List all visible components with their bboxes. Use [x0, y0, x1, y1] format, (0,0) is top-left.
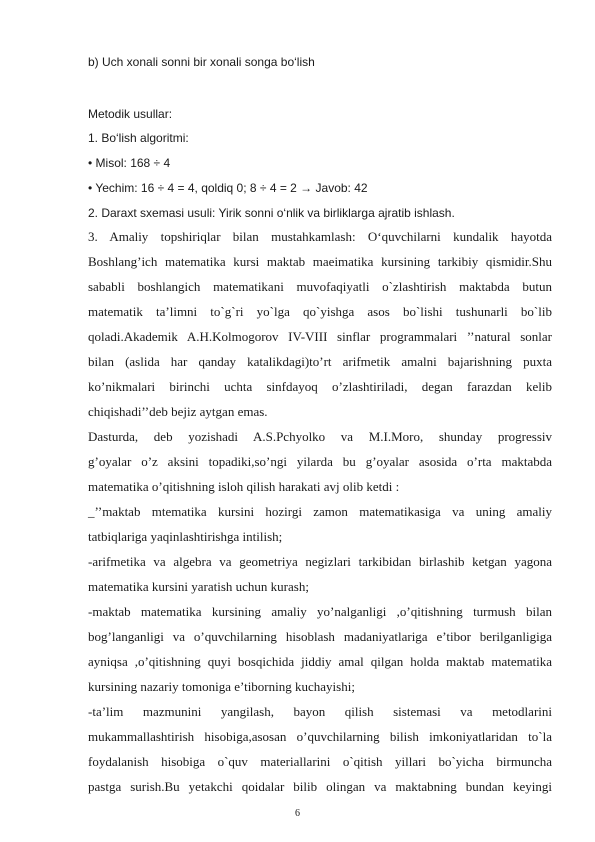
- body-line-23: pastga surish.Bu yetakchi qoidalar bilib olingan va maktabning bundan keyingi: [88, 779, 552, 794]
- body-line-11: matematika o’qitishning isloh qilish harakati avj olib ketdi :: [88, 479, 400, 494]
- body-line-13: tatbiqlariga yaqinlashtirishga intilish;: [88, 529, 283, 544]
- body-line-10: g’oyalar o’z aksini topadiki,so’ngi yilarda bu g’oyalar asosida o’rta maktabda: [88, 454, 552, 469]
- body-line-7: ko’nikmalari birinchi uchta sinfdayoq o’zlashtiriladi, degan farazdan kelib: [88, 379, 552, 394]
- body-line-15: matematika kursini yaratish uchun kurash;: [88, 579, 309, 594]
- body-line-12: _’’maktab mtematika kursini hozirgi zamon matematikasiga va uning amaliy: [88, 504, 552, 519]
- body-line-17: bog’langanligi va o’quvchilarning hisoblash madaniyatlariga e’tibor berilganligiga: [88, 629, 552, 644]
- body-line-18: ayniqsa ,o’qitishning quyi bosqichida jiddiy amal qilgan holda maktab matematika: [88, 654, 552, 669]
- body-line-19: kursining nazariy tomoniga e’tiborning kuchayishi;: [88, 679, 355, 694]
- body-line-3: sababli boshlangich matematikani muvofaqiyatli o`zlashtirish maktabda butun: [88, 279, 552, 294]
- method-item-2: 2. Daraxt sxemasi usuli: Yirik sonni o‘nlik va birliklarga ajratib ishlash.: [88, 206, 455, 220]
- body-line-21: mukammallashtirish hisobiga,asosan o’quvchilarning bilish imkoniyatlaridan to`la: [88, 729, 552, 744]
- example-line: • Misol: 168 ÷ 4: [88, 156, 171, 170]
- body-line-9: Dasturda, deb yozishadi A.S.Pchyolko va M.I.Moro, shunday progressiv: [88, 429, 552, 444]
- body-line-14: -arifmetika va algebra va geometriya negizlari tarkibidan birlashib ketgan yagona: [88, 554, 552, 569]
- page-number: 6: [295, 808, 300, 819]
- body-line-8: chiqishadi’’deb bejiz aytgan emas.: [88, 404, 268, 419]
- body-line-20: -ta’lim mazmunini yangilash, bayon qilish sistemasi va metodlarini: [88, 704, 552, 719]
- section-subtitle: b) Uch xonali sonni bir xonali songa bo‘lish: [88, 55, 315, 69]
- method-item-1: 1. Bo‘lish algoritmi:: [88, 131, 189, 145]
- body-line-22: foydalanish hisobiga o`quv materiallarini o`qitish yillari bo`yicha birmuncha: [88, 754, 552, 769]
- body-line-5: qoladi.Akademik A.H.Kolmogorov IV-VIII sinflar programmalari ’’natural sonlar: [88, 329, 552, 344]
- body-line-4: matematik ta’limni to`g`ri yo`lga qo`yishga asos bo`lishi tushunarli bo`lib: [88, 304, 552, 319]
- solution-line: • Yechim: 16 ÷ 4 = 4, qoldiq 0; 8 ÷ 4 = 2 → Javob: 42: [88, 181, 368, 195]
- body-line-2: Boshlang’ich matematika kursi maktab maeimatika kursining tarkibiy qismidir.Shu: [88, 254, 552, 269]
- methods-title: Metodik usullar:: [88, 107, 173, 121]
- body-line-1: 3. Amaliy topshiriqlar bilan mustahkamlash: O‘quvchilarni kundalik hayotda: [88, 229, 552, 244]
- body-line-6: bilan (aslida har qanday katalikdagi)to’rt arifmetik amalni bajarishning puxta: [88, 354, 552, 369]
- body-line-16: -maktab matematika kursining amaliy yo’nalganligi ,o’qitishning turmush bilan: [88, 604, 552, 619]
